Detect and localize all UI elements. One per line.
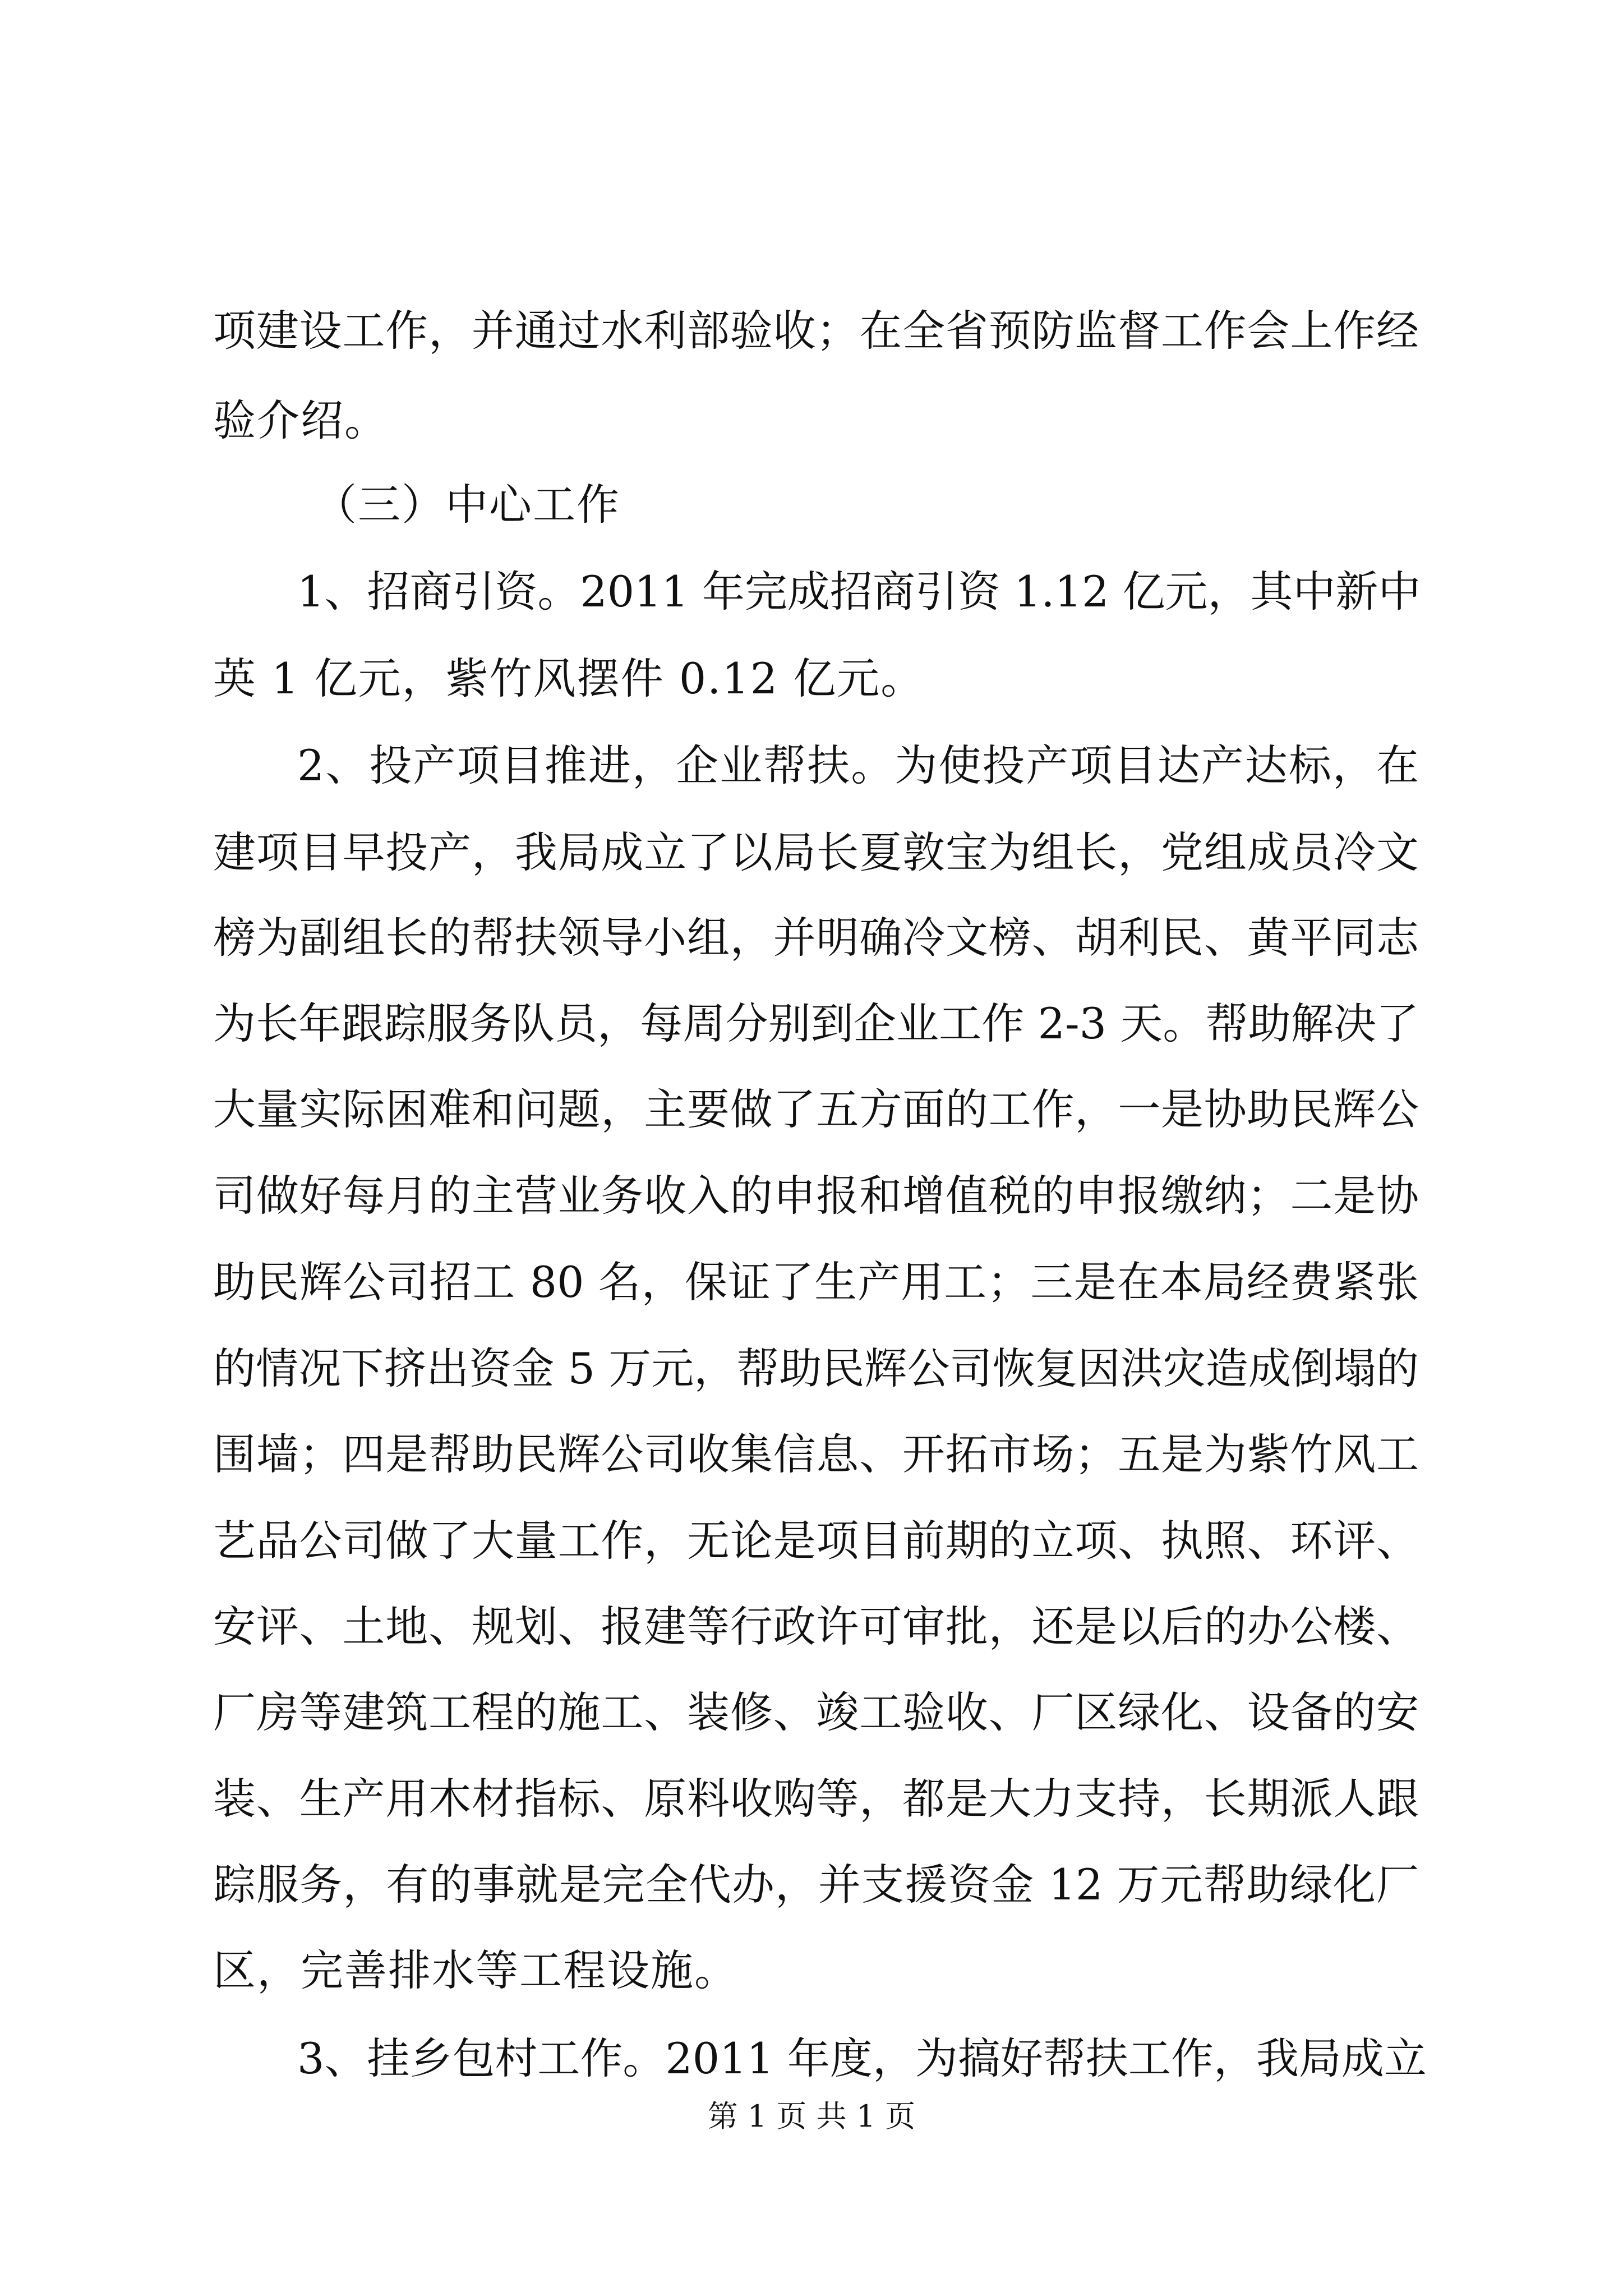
page-footer: 第 1 页 共 1 页 — [707, 2099, 916, 2134]
body-text-line: 区，完善排水等工程设施。 — [213, 1945, 738, 1995]
body-text-line: 为长年跟踪服务队员，每周分别到企业工作 2-3 天。帮助解决了 — [213, 999, 1419, 1048]
body-text-line: 司做好每月的主营业务收入的申报和增值税的申报缴纳；二是协 — [213, 1171, 1419, 1221]
body-text-line: 3、挂乡包村工作。2011 年度，为搞好帮扶工作，我局成立 — [297, 2033, 1427, 2083]
body-text-line: 英 1 亿元，紫竹风摆件 0.12 亿元。 — [213, 654, 925, 703]
body-text-line: 1、招商引资。2011 年完成招商引资 1.12 亿元，其中新中 — [297, 567, 1421, 616]
body-text-line: 装、生产用木材指标、原料收购等，都是大力支持，长期派人跟 — [213, 1774, 1419, 1824]
body-text-line: 厂房等建筑工程的施工、装修、竣工验收、厂区绿化、设备的安 — [213, 1687, 1419, 1737]
body-text-line: 围墙；四是帮助民辉公司收集信息、开拓市场；五是为紫竹风工 — [213, 1429, 1419, 1479]
body-text-line: 的情况下挤出资金 5 万元，帮助民辉公司恢复因洪灾造成倒塌的 — [213, 1343, 1419, 1393]
body-text-line: 艺品公司做了大量工作，无论是项目前期的立项、执照、环评、 — [213, 1516, 1419, 1566]
body-text-line: 榜为副组长的帮扶领导小组，并明确冷文榜、胡利民、黄平同志 — [213, 913, 1419, 963]
body-text-line: 大量实际困难和问题，主要做了五方面的工作，一是协助民辉公 — [213, 1084, 1419, 1134]
body-text-line: 2、投产项目推进，企业帮扶。为使投产项目达产达标，在 — [297, 740, 1419, 790]
body-text-line: 助民辉公司招工 80 名，保证了生产用工；三是在本局经费紧张 — [213, 1257, 1419, 1307]
body-text-line: 建项目早投产，我局成立了以局长夏敦宝为组长，党组成员冷文 — [213, 827, 1419, 877]
body-text-line: 踪服务，有的事就是完全代办，并支援资金 12 万元帮助绿化厂 — [213, 1860, 1419, 1910]
section-heading: （三）中心工作 — [314, 480, 620, 530]
body-text-line: 安评、土地、规划、报建等行政许可审批，还是以后的办公楼、 — [213, 1602, 1419, 1651]
body-text-line: 验介绍。 — [213, 395, 388, 445]
body-text-line: 项建设工作，并通过水利部验收；在全省预防监督工作会上作经 — [213, 306, 1419, 356]
